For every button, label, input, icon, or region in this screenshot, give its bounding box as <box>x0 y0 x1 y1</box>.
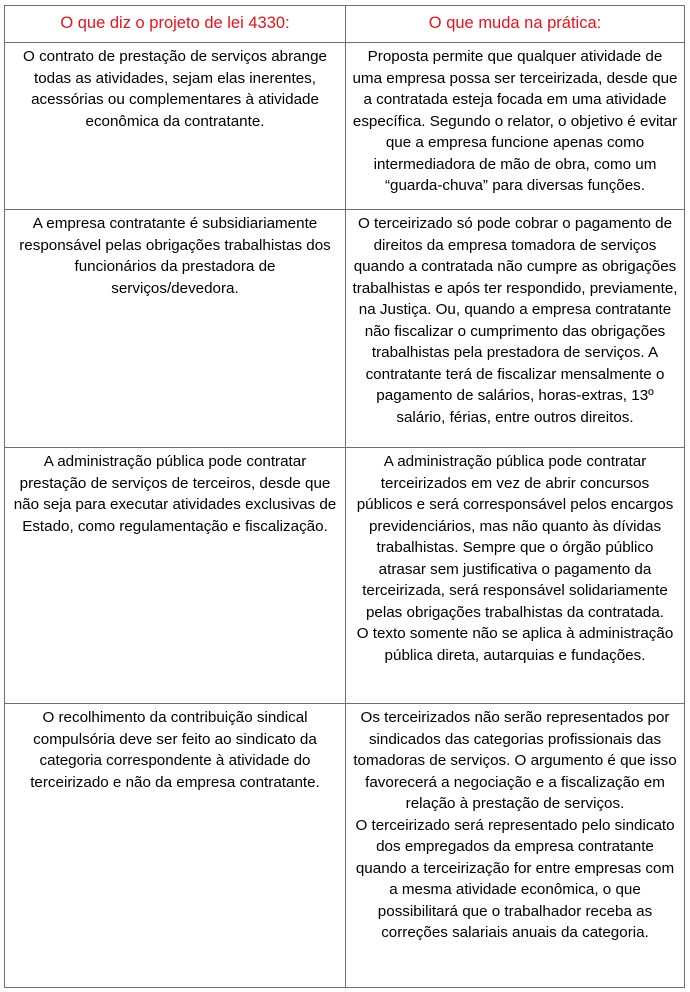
header-row <box>5 6 685 43</box>
practice-paragraph: Os terceirizados não serão representados por sindicados das categorias profissionais das tomadoras de serviços. O argumento é que isso favorecerá a negociação e a fiscalização em relação à prestação de serviços. <box>353 709 677 812</box>
header-left: O que diz o projeto de lei 4330: <box>5 6 346 43</box>
practice-paragraph: O texto somente não se aplica à administração pública direta, autarquias e fundações. <box>356 625 674 664</box>
practice-paragraph: O terceirizado será representado pelo sindicato dos empregados da empresa contratante quando a terceirização for entre empresas com a mesma atividade econômica, o que possibilitará que o trabalhador receba as correções salariais anuais da categoria. <box>355 816 675 941</box>
practice-cell <box>346 704 685 988</box>
header-right: O que muda na prática: <box>346 6 685 43</box>
bill-text-cell: O contrato de prestação de serviços abrange todas as atividades, sejam elas inerentes, acessórias ou complementares à atividade econômica da contratante. <box>5 43 346 210</box>
bill-text-cell: A empresa contratante é subsidiariamente responsável pelas obrigações trabalhistas dos funcionários da prestadora de serviços/devedora. <box>5 210 346 448</box>
bill-text-cell: A administração pública pode contratar prestação de serviços de terceiros, desde que não seja para executar atividades exclusivas de Estado, como regulamentação e fiscalização. <box>5 448 346 704</box>
table-row <box>5 43 685 210</box>
practice-paragraph: O terceirizado só pode cobrar o pagamento de direitos da empresa tomadora de serviços quando a contratada não cumpre as obrigações trabalhistas e após ter respondido, previamente, na Justiça. Ou, quando a empresa contratante não fiscalizar o cumprimento das obrigações trabalhistas pela prestadora de serviços. A contratante terá de fiscalizar mensalmente o pagamento de salários, horas-extras, 13º salário, férias, entre outros direitos. <box>352 215 678 426</box>
table-row <box>5 448 685 704</box>
practice-cell <box>346 210 685 448</box>
practice-paragraph: A administração pública pode contratar terceirizados em vez de abrir concursos públicos e será corresponsável pelos encargos previdenciários, mas não quanto às dívidas trabalhistas. Sempre que o órgão público atrasar sem justificativa o pagamento da terceirizada, será responsável solidariamente pelas obrigações trabalhistas da contratada. <box>356 453 674 621</box>
practice-cell <box>346 448 685 704</box>
bill-text-cell: O recolhimento da contribuição sindical compulsória deve ser feito ao sindicato da categoria correspondente à atividade do terceirizado e não da empresa contratante. <box>5 704 346 988</box>
practice-cell <box>346 43 685 210</box>
table-row <box>5 210 685 448</box>
comparison-table <box>4 5 685 988</box>
practice-paragraph: Proposta permite que qualquer atividade de uma empresa possa ser terceirizada, desde que a contratada esteja focada em uma atividade específica. Segundo o relator, o objetivo é evitar que a empresa funcione apenas como intermediadora de mão de obra, como um “guarda-chuva” para diversas funções. <box>352 48 678 194</box>
table-row <box>5 704 685 988</box>
